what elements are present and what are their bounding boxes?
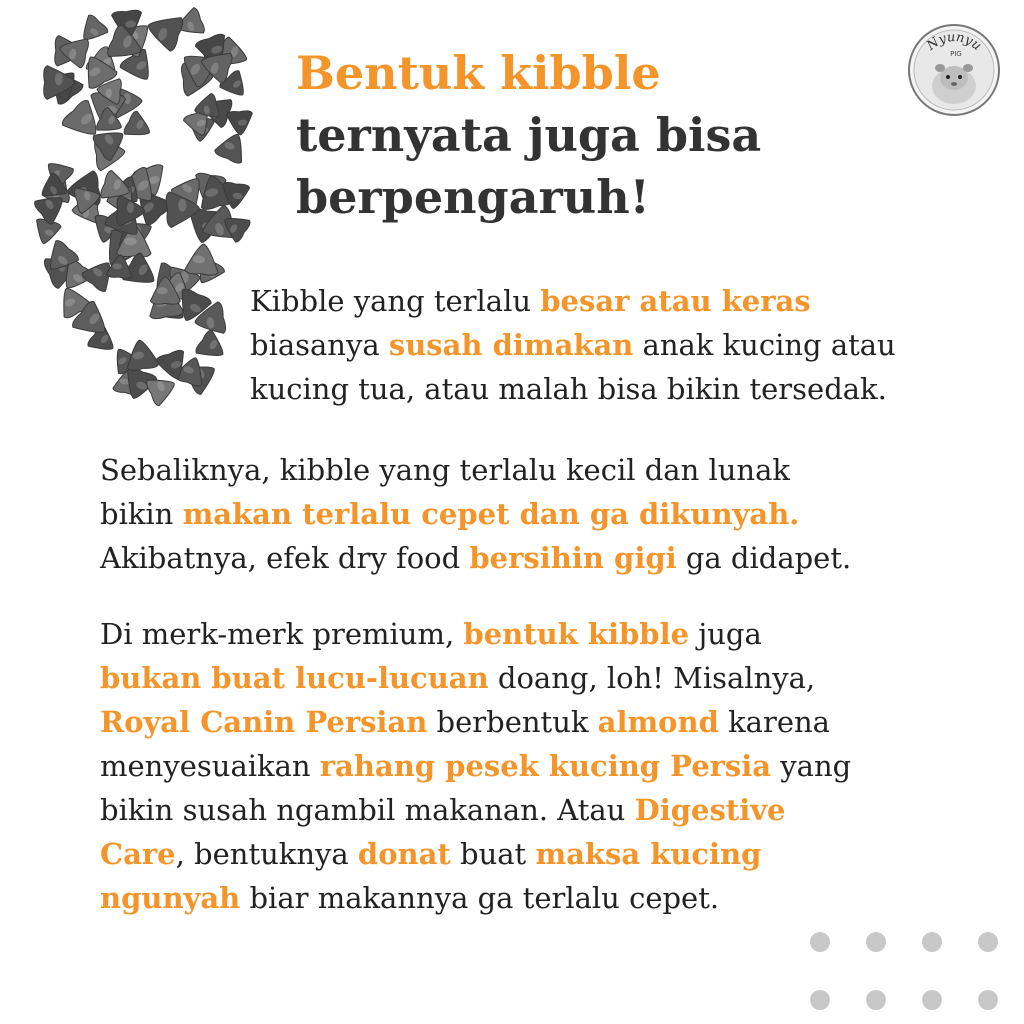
headline-line-1: Bentuk kibble: [296, 46, 661, 100]
highlight-text: rahang pesek kucing Persia: [319, 749, 772, 783]
kibble-pellet: [194, 329, 230, 366]
logo-text-bottom: PIG: [950, 50, 962, 58]
page-dot: [810, 990, 830, 1010]
highlight-text: besar atau keras: [540, 284, 811, 318]
paragraph-1: [250, 279, 896, 411]
highlight-text: donat: [357, 837, 451, 871]
body-text: berbentuk: [427, 705, 598, 739]
paragraph-line: [250, 323, 896, 367]
kibble-pellet: [214, 128, 252, 164]
paragraph-line: [100, 656, 851, 700]
page-dot: [866, 990, 886, 1010]
body-text: Sebaliknya, kibble yang terlalu kecil dan lunak: [100, 453, 790, 487]
paragraph-line: [250, 279, 896, 323]
body-text: kucing tua, atau malah bisa bikin tersedak.: [250, 372, 887, 406]
body-text: Akibatnya, efek dry food: [100, 541, 470, 575]
highlight-text: makan terlalu cepet dan ga dikunyah.: [182, 497, 800, 531]
body-text: bikin: [100, 497, 183, 531]
body-text: anak kucing atau: [633, 328, 896, 362]
page-dot: [810, 932, 830, 952]
body-text: doang, loh! Misalnya,: [488, 661, 816, 695]
body-text: buat: [450, 837, 536, 871]
paragraph-line: [100, 492, 851, 536]
paragraph-line: [100, 876, 851, 920]
paragraph-line: [100, 612, 851, 656]
body-text: biasanya: [250, 328, 389, 362]
body-text: bikin susah ngambil makanan. Atau: [100, 793, 635, 827]
highlight-text: bentuk kibble: [463, 617, 690, 651]
body-text: karena: [718, 705, 830, 739]
highlight-text: susah dimakan: [388, 328, 634, 362]
highlight-text: Digestive: [634, 793, 786, 827]
highlight-text: bersihin gigi: [469, 541, 677, 575]
body-text: biar makannya ga terlalu cepet.: [240, 881, 720, 915]
headline: [296, 42, 761, 228]
highlight-text: ngunyah: [100, 881, 241, 915]
headline-line-3: berpengaruh!: [296, 170, 650, 224]
body-text: juga: [689, 617, 762, 651]
paragraph-line: [100, 700, 851, 744]
page-dot: [922, 990, 942, 1010]
body-text: menyesuaikan: [100, 749, 320, 783]
page-dot: [922, 932, 942, 952]
guinea-pig-logo-icon: [906, 22, 1002, 118]
paragraph-line: [100, 744, 851, 788]
paragraph-line: [100, 536, 851, 580]
body-text: yang: [771, 749, 852, 783]
kibble-pellet: [122, 110, 155, 144]
body-text: , bentuknya: [175, 837, 358, 871]
page-dot: [978, 932, 998, 952]
highlight-text: almond: [597, 705, 719, 739]
kibble-pellet: [185, 243, 221, 276]
highlight-text: maksa kucing: [535, 837, 762, 871]
pagination-dots: [810, 932, 1010, 1012]
body-text: ga didapet.: [676, 541, 852, 575]
kibble-pellet: [143, 9, 185, 53]
headline-line-2: ternyata juga bisa: [296, 108, 762, 162]
highlight-text: Care: [100, 837, 176, 871]
logo-text-top: Nyunyu: [924, 29, 985, 54]
paragraph-line: [250, 367, 896, 411]
paragraph-line: [100, 788, 851, 832]
body-text: Di merk-merk premium,: [100, 617, 464, 651]
highlight-text: Royal Canin Persian: [100, 705, 428, 739]
paragraph-line: [100, 832, 851, 876]
paragraph-2: [100, 448, 851, 580]
paragraph-3: [100, 612, 851, 920]
kibble-pellet: [226, 111, 253, 136]
page-dot: [978, 990, 998, 1010]
paragraph-line: [100, 448, 851, 492]
page-dot: [866, 932, 886, 952]
highlight-text: bukan buat lucu-lucuan: [100, 661, 489, 695]
body-text: Kibble yang terlalu: [250, 284, 541, 318]
